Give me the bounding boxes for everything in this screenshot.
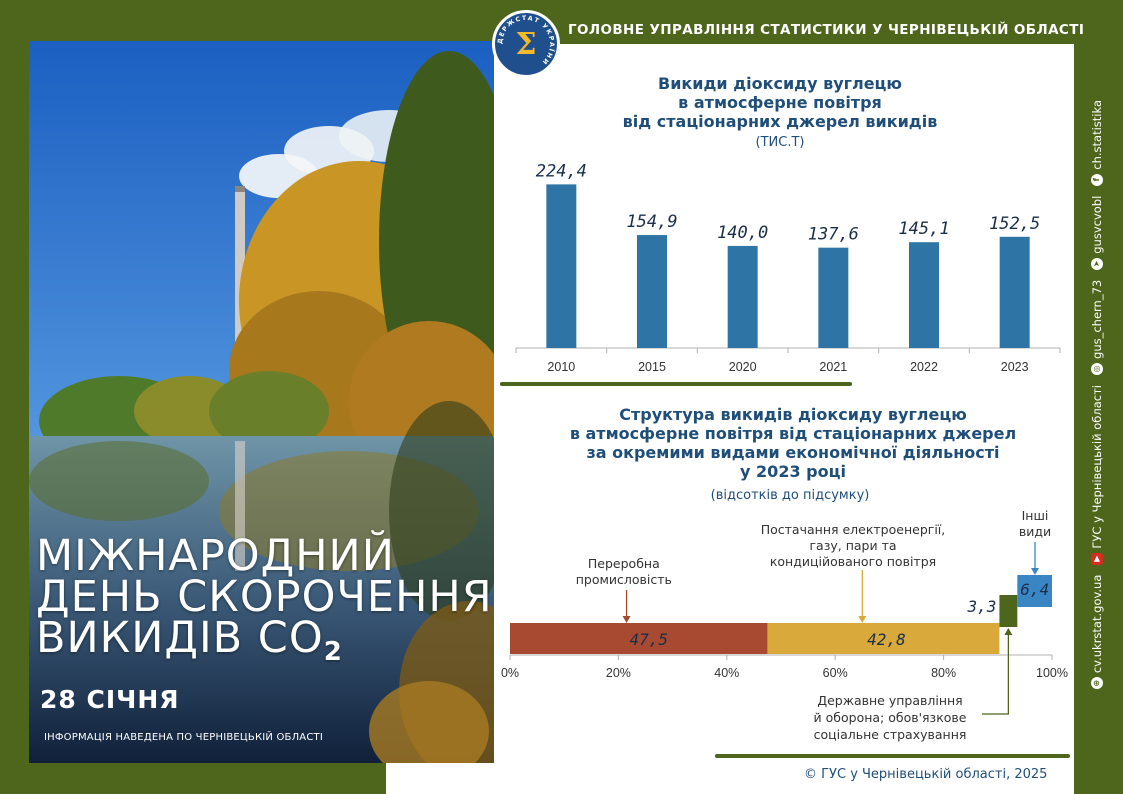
annotation-public-admin: Державне управління <box>817 693 963 708</box>
social-row <box>1088 100 1106 720</box>
social-links <box>1082 100 1112 720</box>
sigma-icon: Σ <box>515 27 537 62</box>
event-title-line: МІЖНАРОДНИЙ <box>36 531 395 581</box>
youtube-icon: ▶ <box>1091 553 1103 565</box>
chart1-title-line: від стаціонарних джерел викидів <box>622 112 938 131</box>
globe-icon: ⊕ <box>1091 677 1103 689</box>
x-tick-label: 2015 <box>638 360 666 374</box>
bar-2010 <box>546 184 576 348</box>
bar-2022 <box>909 242 939 348</box>
social-link-label: ГУС у Чернівецькій області <box>1090 384 1104 549</box>
annotation-public-admin: соціальне страхування <box>813 727 967 742</box>
chart2-title-line: Структура викидів діоксиду вуглецю <box>619 405 967 424</box>
x-tick-label: 20% <box>605 666 631 680</box>
x-tick-label: 100% <box>1036 666 1068 680</box>
instagram-icon: ◎ <box>1091 363 1103 375</box>
x-tick-label: 2022 <box>910 360 938 374</box>
data-label: 224,4 <box>535 161 587 182</box>
chart1-title-line: в атмосферне повітря <box>678 93 882 112</box>
chart1-title <box>560 74 1000 131</box>
bar-2020 <box>728 246 758 348</box>
co2-subscript: 2 <box>323 637 343 667</box>
social-link[interactable] <box>1090 575 1104 690</box>
data-label: 145,1 <box>898 219 950 240</box>
data-label: 140,0 <box>717 222 769 243</box>
social-link-label: cv.ukrstat.gov.ua <box>1090 574 1104 674</box>
x-tick-label: 80% <box>931 666 957 680</box>
data-label: 3,3 <box>967 597 997 616</box>
region-note: ІНФОРМАЦІЯ НАВЕДЕНА ПО ЧЕРНІВЕЦЬКІЙ ОБЛАСТІ <box>44 732 323 743</box>
x-tick-label: 2023 <box>1000 360 1029 374</box>
x-tick-label: 2010 <box>547 360 576 374</box>
other-arrow-head <box>1031 568 1039 575</box>
chart2-title-line: в атмосферне повітря від стаціонарних джерел <box>569 424 1017 443</box>
data-label: 137,6 <box>807 224 859 245</box>
segment-3 <box>999 595 1017 627</box>
data-label: 42,8 <box>867 630 906 649</box>
annotation-energy: Постачання електроенергії, <box>760 522 946 537</box>
emissions-bar-chart <box>500 150 1070 390</box>
social-link[interactable] <box>1090 385 1104 565</box>
annotation-other: Інші <box>1021 508 1049 523</box>
bar-2021 <box>818 248 848 348</box>
logo-ring-text: ДЕРЖСТАТ УКРАЇНИ <box>496 14 556 67</box>
social-link[interactable] <box>1090 280 1104 375</box>
data-label: 6,4 <box>1020 580 1050 599</box>
x-tick-label: 60% <box>822 666 848 680</box>
data-label: 47,5 <box>629 630 668 649</box>
chart2-title-line: за окремими видами економічної діяльності <box>586 443 1000 462</box>
public-admin-connector <box>982 713 1008 714</box>
x-tick-label: 0% <box>500 666 520 680</box>
annotation-public-admin: й оборона; обов'язкове <box>813 710 967 725</box>
social-link-label: gusvcvobl <box>1090 195 1104 254</box>
chart2-title <box>498 405 1088 481</box>
event-title-line <box>36 613 496 673</box>
event-title-line: ДЕНЬ СКОРОЧЕННЯ <box>36 572 493 622</box>
structure-stacked-bar-chart <box>490 500 1070 750</box>
chart2-title-line: у 2023 році <box>740 462 846 481</box>
bar-2015 <box>637 235 667 348</box>
energy-arrow-head <box>858 616 866 623</box>
bar-2023 <box>1000 237 1030 348</box>
facebook-icon: f <box>1091 174 1103 186</box>
social-link[interactable] <box>1090 196 1104 270</box>
divider-line <box>500 382 852 386</box>
divider-line <box>715 754 1070 758</box>
x-tick-label: 2021 <box>819 360 848 374</box>
x-tick-label: 2020 <box>728 360 757 374</box>
social-link[interactable] <box>1090 100 1104 186</box>
social-link-label: ch.statistika <box>1090 100 1104 170</box>
ukrstat-logo <box>492 10 560 78</box>
event-title <box>36 531 496 673</box>
public-admin-arrow-head <box>1004 628 1012 635</box>
data-label: 154,9 <box>626 212 678 233</box>
data-label: 152,5 <box>989 213 1041 234</box>
event-title-line-text: ВИКИДІВ СО <box>36 613 324 663</box>
x-tick-label: 40% <box>714 666 740 680</box>
event-date: 28 СІЧНЯ <box>40 685 180 714</box>
telegram-icon: ➤ <box>1091 258 1103 270</box>
annotation-manufacturing: промисловість <box>575 572 672 587</box>
chart2-unit: (відсотків до підсумку) <box>710 488 870 503</box>
agency-name: ГОЛОВНЕ УПРАВЛІННЯ СТАТИСТИКИ У ЧЕРНІВЕЦЬКІЙ ОБЛАСТІ <box>568 22 1085 38</box>
chart1-title-line: Викиди діоксиду вуглецю <box>658 74 902 93</box>
social-link-label: gus_chern_73 <box>1090 279 1104 359</box>
annotation-energy: кондиційованого повітря <box>769 554 937 569</box>
manufacturing-arrow-head <box>623 616 631 623</box>
annotation-energy: газу, пари та <box>809 538 897 553</box>
annotation-manufacturing: Переробна <box>587 556 660 571</box>
annotation-other: види <box>1018 524 1052 539</box>
chart1-unit: (ТИС.Т) <box>755 135 805 150</box>
copyright: © ГУС у Чернівецькій області, 2025 <box>804 767 1048 782</box>
